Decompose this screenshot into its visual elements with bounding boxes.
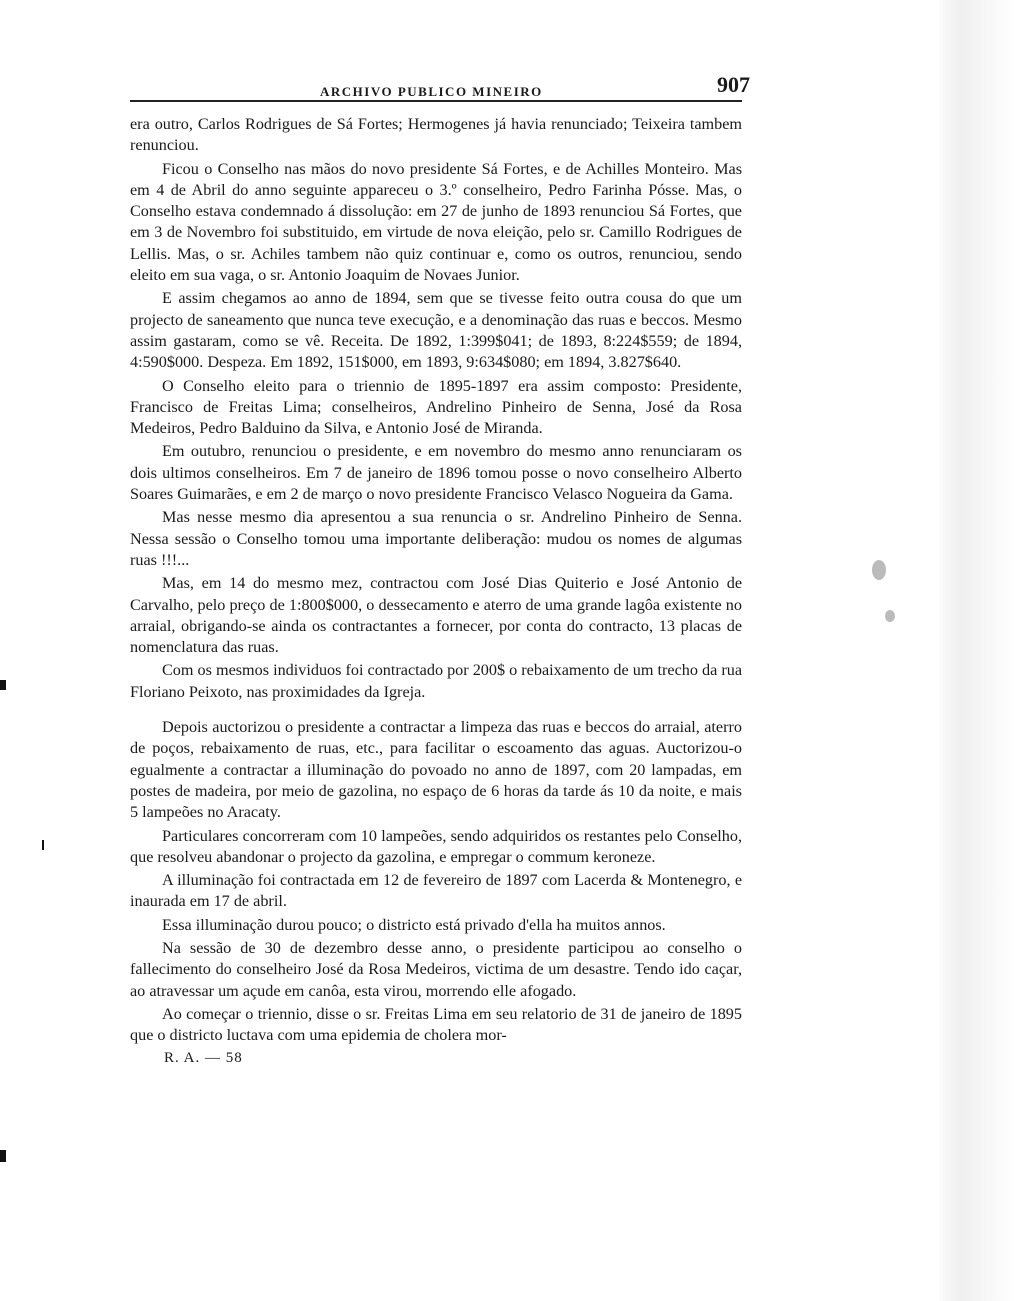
scan-margin-mark: [0, 680, 6, 690]
page-number: 907: [717, 72, 750, 97]
paragraph: Em outubro, renunciou o presidente, e em novembro do mesmo anno renunciaram os dois ultimos conselheiros. Em 7 de janeiro de 1896 tomou posse o novo conselheiro Alberto Soares Guimarães, e em 2 de março o novo presidente Francisco Velasco Nogueira da Gama.: [130, 442, 742, 504]
paragraph: Particulares concorreram com 10 lampeões, sendo adquiridos os restantes pelo Conselho, que resolveu abandonar o projecto da gazolina, e empregar o commum keroneze.: [130, 826, 742, 866]
paragraph: Com os mesmos individuos foi contractado por 200$ o rebaixamento de um trecho da rua Floriano Peixoto, nas proximidades da Igreja.: [130, 661, 742, 701]
document-page: [130, 60, 750, 1067]
scan-speckle: [872, 560, 886, 580]
body-text: [130, 114, 742, 1046]
page-header: [130, 60, 750, 102]
paragraph: Essa illuminação durou pouco; o districto está privado d'ella ha muitos annos.: [162, 915, 666, 934]
paragraph: Ficou o Conselho nas mãos do novo presidente Sá Fortes, e de Achilles Monteiro. Mas em 4 de Abril do anno seguinte appareceu o 3.º conselheiro, Pedro Farinha Pósse. Mas, o Conselho estava condemnado á dissolução: em 27 de junho de 1893 renunciou Sá Fortes, que em 3 de Novembro foi substituido, em virtude de nova eleição, pelo sr. Camillo Rodrigues de Lellis. Mas, o sr. Achiles tambem não quiz continuar e, como os outros, renunciou, sendo eleito em sua vaga, o sr. Antonio Joaquim de Novaes Junior.: [130, 159, 742, 285]
paragraph: Na sessão de 30 de dezembro desse anno, o presidente participou ao conselho o fallecimento do conselheiro José da Rosa Medeiros, victima de um desastre. Tendo ido caçar, ao atravessar um açude em canôa, esta virou, morrendo elle afogado.: [130, 938, 742, 1000]
paragraph: Mas nesse mesmo dia apresentou a sua renuncia o sr. Andrelino Pinheiro de Senna. Nessa sessão o Conselho tomou uma importante deliberação: mudou os nomes de algumas ruas !!!...: [130, 508, 742, 569]
paragraph: Mas, em 14 do mesmo mez, contractou com José Dias Quiterio e José Antonio de Carvalho, pelo preço de 1:800$000, o dessecamento e aterro de uma grande lagôa existente no arraial, obrigando-se ainda os contractantes a fornecer, por conta do contracto, 13 placas de nomenclatura das ruas.: [130, 574, 742, 657]
signature-mark: R. A. — 58: [164, 1050, 243, 1067]
paragraph: E assim chegamos ao anno de 1894, sem que se tivesse feito outra cousa do que um projecto de saneamento que nunca teve execução, e a denominação das ruas e beccos. Mesmo assim gastaram, como se vê. Receita. De 1892, 1:399$041; de 1893, 8:224$559; de 1894, 4:590$000. Despeza. Em 1892, 151$000, em 1893, 9:634$080; em 1894, 3.827$640.: [130, 289, 742, 372]
paragraph: era outro, Carlos Rodrigues de Sá Fortes; Hermogenes já havia renunciado; Teixeira tambem renunciou.: [130, 115, 742, 155]
scan-speckle: [885, 610, 895, 622]
scan-margin-mark: [42, 840, 44, 850]
paragraph: A illuminação foi contractada em 12 de fevereiro de 1897 com Lacerda & Montenegro, e inaurada em 17 de abril.: [130, 871, 742, 911]
paragraph: Depois auctorizou o presidente a contractar a limpeza das ruas e beccos do arraial, aterro de poços, rebaixamento de ruas, etc., para facilitar o escoamento das aguas. Auctorizou-o egualmente a contractar a illuminação do povoado no anno de 1897, com 20 lampadas, em postes de madeira, por meio de gazolina, no espaço de 6 horas da tarde ás 10 da noite, e mais 5 lampeões no Aracaty.: [130, 718, 742, 822]
paragraph: Ao começar o triennio, disse o sr. Freitas Lima em seu relatorio de 31 de janeiro de 1895 que o districto luctava com uma epidemia de cholera mor-: [130, 1004, 742, 1045]
scan-margin-mark: [0, 1150, 6, 1162]
paragraph: O Conselho eleito para o triennio de 1895-1897 era assim composto: Presidente, Francisco de Freitas Lima; conselheiros, Andrelino Pinheiro de Senna, José da Rosa Medeiros, Pedro Balduino da Silva, e Antonio José de Miranda.: [130, 376, 742, 438]
scan-edge-shadow: [939, 0, 1014, 1301]
running-head: ARCHIVO PUBLICO MINEIRO: [320, 84, 543, 99]
